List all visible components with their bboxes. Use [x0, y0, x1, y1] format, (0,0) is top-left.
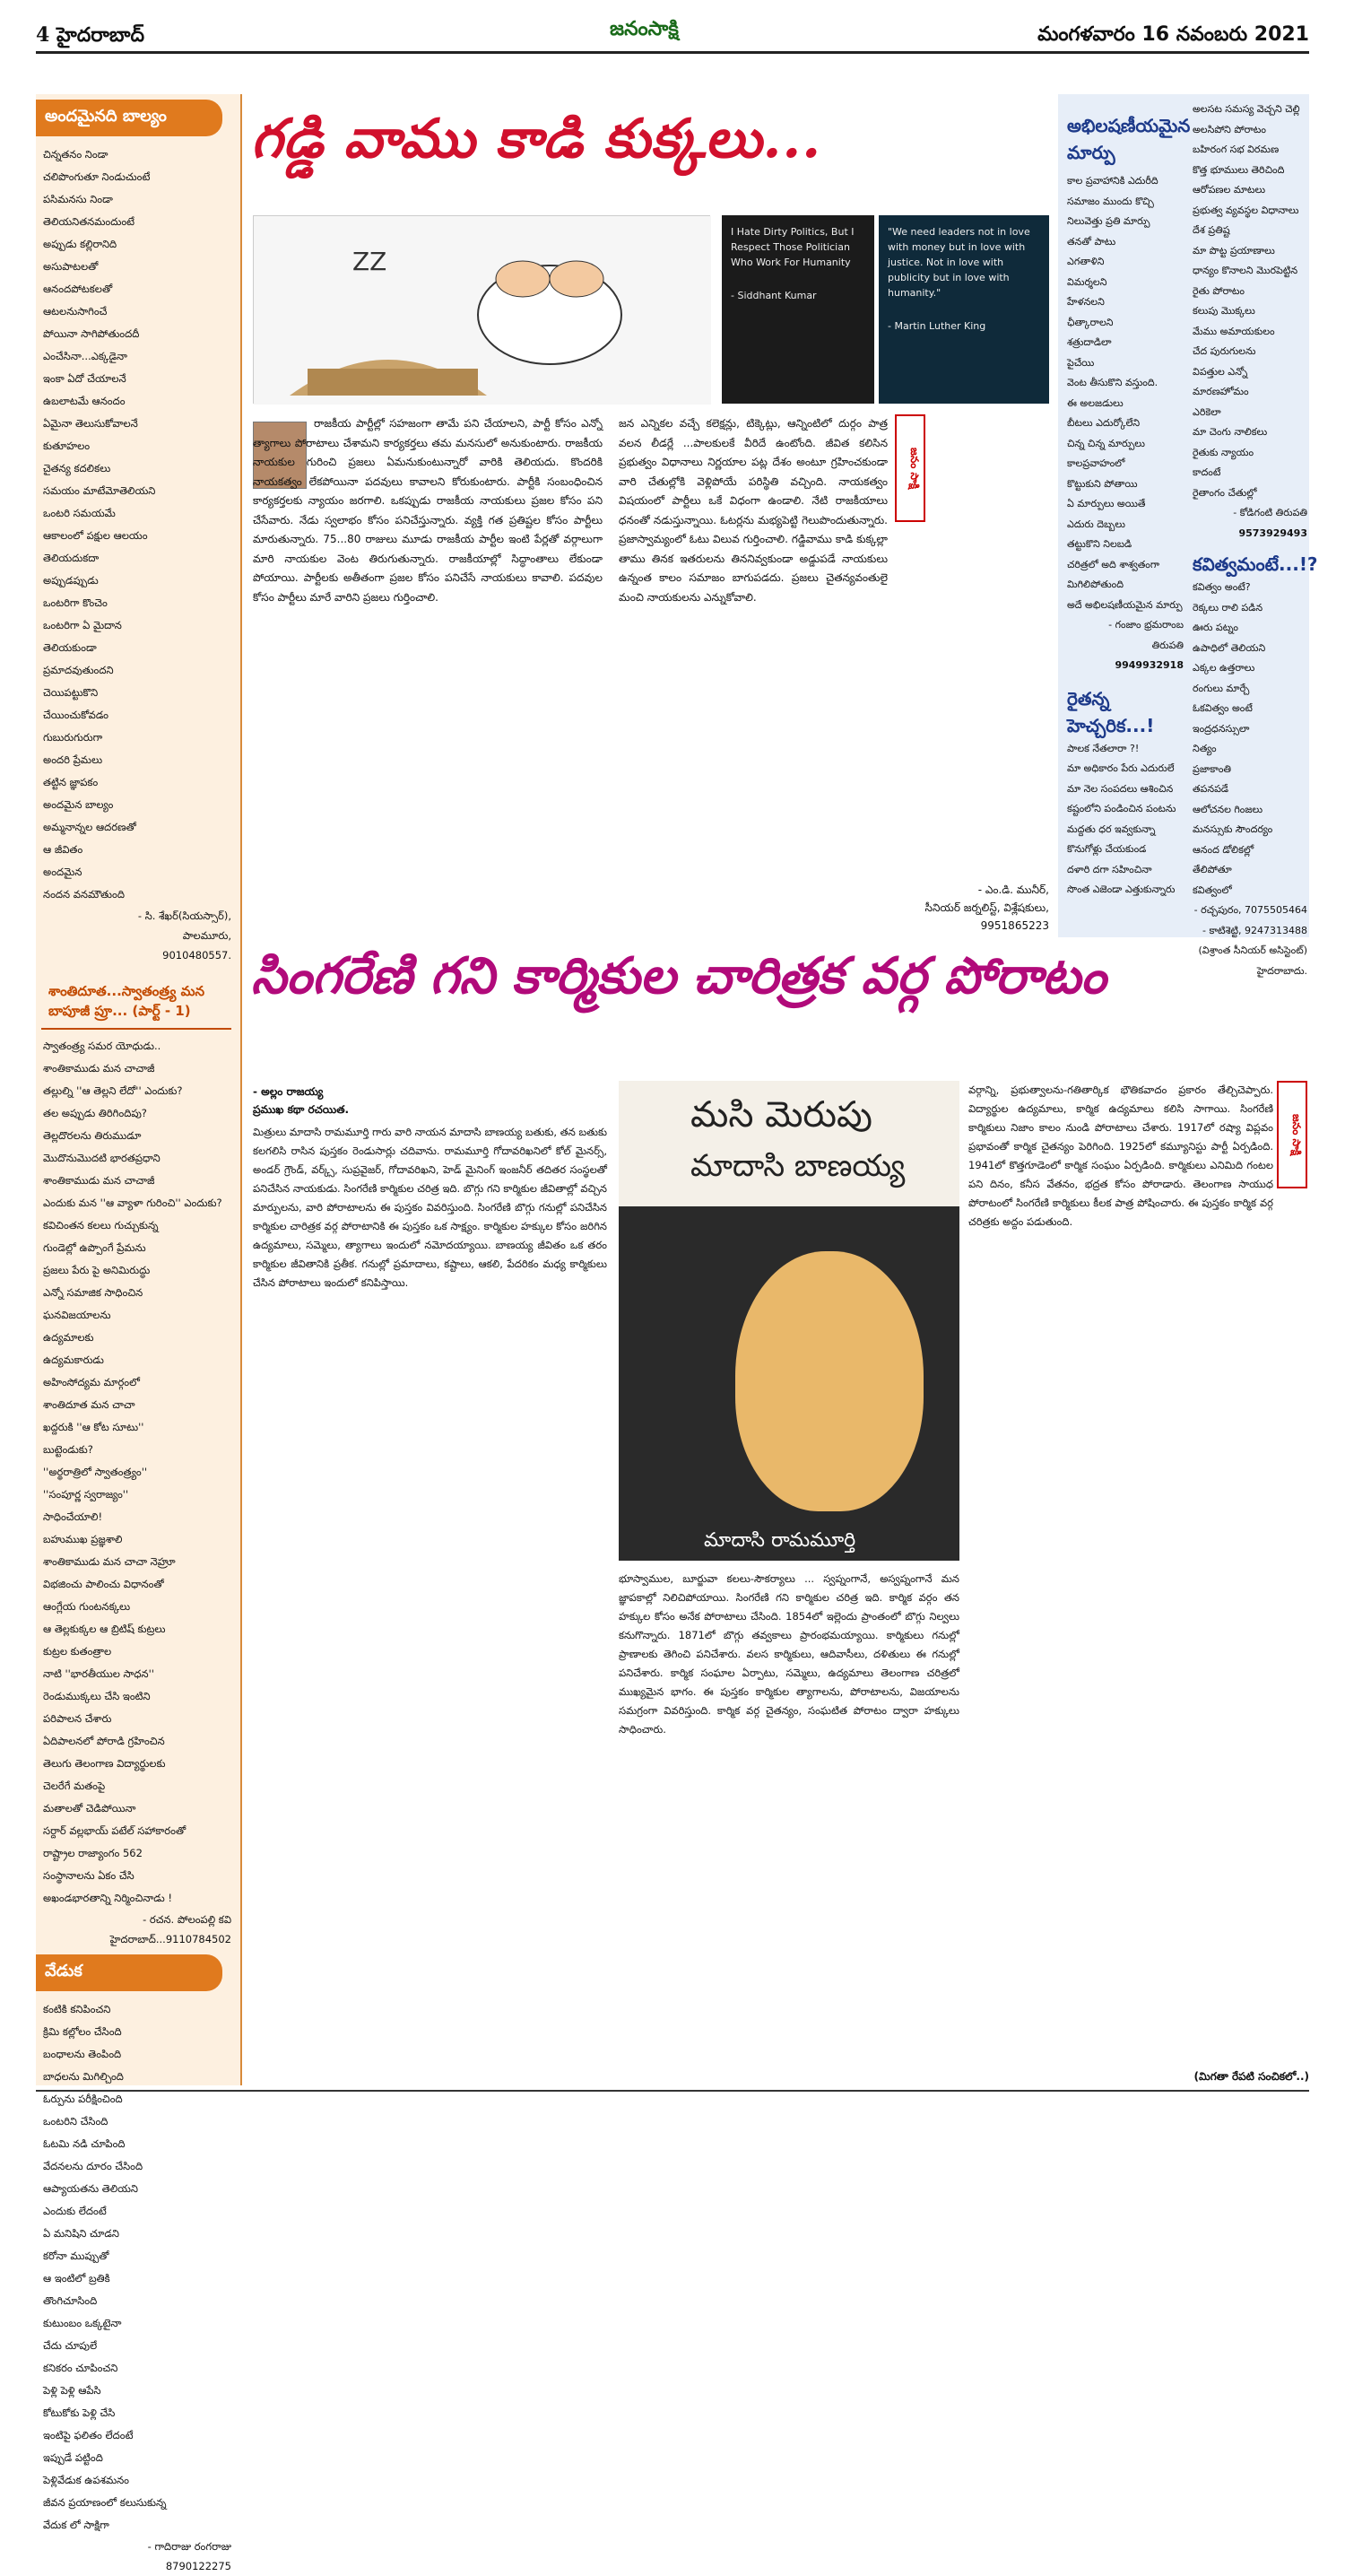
right-poem-2 [1067, 739, 1184, 901]
poem-line: ఆప్యాయతను తెలియని [43, 2182, 138, 2195]
poem-line: మద్దతు ధర ఇవ్వకున్నా [1067, 822, 1156, 835]
poem-line: చేదు చూపులే [43, 2339, 98, 2352]
poem-line: బహుముఖ ప్రజ్ఞశాలి [43, 1533, 123, 1545]
right-poem-3 [1193, 100, 1307, 503]
right-poem-1 [1067, 171, 1184, 615]
poem-line: వేదుక లో సాక్షిగా [43, 2519, 109, 2531]
section-tag-vertical-1: జనం సాక్షి [895, 414, 925, 522]
poem-line: ధాన్యం కొనాలని మొరపెట్టిన [1193, 265, 1298, 276]
poem-1-author: - సి. శేఖర్(సియస్సార్), [137, 909, 231, 922]
poem-line: అందరి ప్రేమలు [43, 753, 103, 766]
cartoon-parliament-image [253, 215, 710, 404]
poem-line: ఎదురు దెబ్బలు [1067, 518, 1125, 530]
poem-line: తల్లుల్ని ''ఆ తెల్లని లేదో'' ఎందుకు? [43, 1084, 183, 1097]
poem-line: నందన వనమౌతుంది [43, 888, 125, 901]
poem-line: ఎగతాళిని [1067, 256, 1105, 267]
poem-line: కవిత్వంలో [1193, 883, 1232, 896]
right-poem-4-place: హైదరాబాదు. [1256, 964, 1307, 977]
poem-line: ఛీత్కారాలని [1067, 316, 1114, 328]
poem-line: బంధాలను తెంపింది [43, 2048, 122, 2060]
poem-line: కవిచింతన కలలు గుచ్చుకున్న [43, 1219, 159, 1231]
poem-line: ఏదిపాలనలో పోరాడి గ్రహించిన [43, 1735, 165, 1747]
poem-line: ఎందుకు మన ''ఆ వ్యాళా గురించి'' ఎందుకు? [43, 1197, 222, 1209]
poem-line: దేశ ప్రతిష్ట [1193, 224, 1230, 236]
right-title-2: రైతన్న హెచ్చరిక...! [1067, 687, 1155, 736]
poem-line: ఓటమి నడి చూపింది [43, 2137, 126, 2150]
poem-line: కుట్రల కుతంత్రాల [43, 1645, 112, 1658]
poem-line: కాల ప్రవాహానికి ఎదురీది [1067, 175, 1158, 187]
poem-line: కుటుంబం ఒక్కటైనా [43, 2317, 122, 2329]
masthead-logo: జనంసాక్షి [610, 18, 679, 40]
portrait-illustration-icon [735, 1251, 924, 1511]
book-title: మసి మెరుపు [690, 1094, 872, 1136]
poem-line: ఉపాధిలో తెలియని [1193, 641, 1266, 654]
poem-line: ప్రజాకాంతి [1193, 762, 1231, 775]
poem-2-phone: హైదరాబాద్...9110784502 [109, 1933, 231, 1945]
article-1-headline: గడ్డి వాము కాడి కుక్కలు... [251, 108, 822, 170]
poem-line: ఖద్దరుకి ''ఆ కోట సూటు'' [43, 1421, 144, 1433]
sidebar-poems [36, 94, 242, 2572]
poem-line: కవిత్వం అంటే? [1193, 581, 1251, 593]
article-2-column-3: వర్గాన్ని, ప్రభుత్వాలను-గతితార్కిక భౌతికవాదం ప్రకారం తేల్చిచెప్పారు. విద్యార్థుల ఉద్యమాలు, కార్మిక ఉద్యమాలు కలిసి సాగాయి. సింగరేణి కార్మికులు నిజాం కాలం నుండి పోరాటాలు చేశారు. 1917లో రష్యా విప్లవం ప్రభావంతో కార్మిక చైతన్యం పెరిగింది. 1925లో కమ్యూనిస్టు పార్టీ ఏర్పడింది. 1941లో కొత్తగూడెంలో కార్మిక సంఘం ఏర్పడింది. కార్మికులు ఎనిమిది గంటల పని దినం, కనీస వేతనం, భద్రత కోసం పోరాడారు. తెలంగాణ సాయుధ పోరాటంలో సింగరేణి కార్మికులు కీలక పాత్ర పోషించారు. ఈ పుస్తకం కార్మిక వర్గ చరిత్రకు అద్దం పడుతుంది. [968, 1083, 1273, 1228]
poem-line: సాధించేయాలి! [43, 1510, 103, 1523]
poem-line: మా అధికారం పేరు ఎదురులే [1067, 762, 1175, 774]
poem-line: సొంత ఎజెండా ఎత్తుకున్నారు [1067, 883, 1176, 895]
poem-line: ఎరికెలా [1193, 405, 1221, 418]
poem-line: చరిత్రలో అది శాశ్వతంగా [1067, 558, 1160, 570]
article-1-column-1: రాజకీయ పార్టీల్లో సహజంగా తామే పని చేయాలని, పార్టీ కోసం ఎన్నో త్యాగాలు పోరాటాలు చేశామని కార్యకర్తలు తమ మనసులో అనుకుంటారు. రాజకీయ నాయకుల గురించి ప్రజలు ఏమనుకుంటున్నారో వారికి తెలియదు. కొందరికి నాయకత్వం లేకపోయినా పదవులు కావాలని కోరుకుంటారు. పార్టీకి సంబంధించిన కార్యకర్తలకు న్యాయం జరగాలి. ఒకప్పుడు రాజకీయ నాయకులు ప్రజల కోసం పని చేసేవారు. నేడు స్వలాభం కోసం పనిచేస్తున్నారు. వ్యక్తి గత ప్రతిష్టల కోసం పార్టీలు మారుతున్నారు. 75...80 రాజులు మూడు రాజకీయ పార్టీల ఇంటి పేర్లతో వర్గాలుగా మారి నాయకుల వెంట తిరుగుతున్నారు. రాజకీయాల్లో సిద్ధాంతాలు లేకుండా పోయాయి. పార్టీలకు అతీతంగా ప్రజల కోసం పనిచేసే నాయకులు కావాలి. పదవుల కోసం పార్టీలు మారే వారిని ప్రజలు గుర్తించాలి. [253, 417, 603, 604]
poem-line: కలుపు మొక్కలు [1193, 305, 1255, 317]
right-poem-3-phone: 9573929493 [1238, 527, 1307, 539]
poem-line: కొట్టుకుని పోతాయి [1067, 477, 1138, 490]
poem-line: గుండెల్లో ఉప్పొంగే ప్రేమను [43, 1241, 146, 1254]
poem-line: మనస్సుకు సౌందర్యం [1193, 823, 1273, 835]
poem-line: పసిమనసు నిండా [43, 193, 113, 205]
page-footer-rule [36, 2090, 1309, 2092]
poem-line: ప్రభుత్వ వ్యవస్థల విధానాలు [1193, 204, 1299, 216]
poem-line: మారణహోమం [1193, 386, 1249, 397]
poem-line: శాంతికాముడు మన చాచాజీ [43, 1062, 155, 1075]
poem-line: ప్రజలు పేరు పై అనిమిరుద్ధు [43, 1264, 151, 1276]
sidebar-title-1: అందమైనది బాల్యం [36, 100, 222, 136]
poem-line: తెలుగు తెలంగాణ విద్యార్థులకు [43, 1757, 166, 1770]
poem-line: రెక్కలు రాలి పడిన [1193, 601, 1263, 614]
right-title-1: అభిలషణీయమైన మార్పు [1067, 115, 1191, 163]
poem-line: సమయం మాటేమోతెలియని [43, 484, 156, 497]
right-poem-4-author-2: - కాటిశెట్టి, 9247313488 [1202, 924, 1307, 936]
quote-1-author: - Siddhant Kumar [731, 290, 817, 301]
right-poem-4-author-note: (విశ్రాంత సీనియర్ అసిస్టెంట్) [1198, 944, 1307, 956]
poem-line: అసుపాటలతో [43, 260, 99, 273]
poem-line: తపనపడే [1193, 783, 1229, 795]
poem-line: మా నెల సంపదలు ఆశించిన [1067, 782, 1174, 795]
poem-line: దళారి దగా సహించినా [1067, 863, 1152, 875]
poem-line: రైతాంగం చేతుల్లో [1193, 486, 1257, 499]
poem-line: రైతు పోరాటం [1193, 284, 1245, 297]
poem-line: అమ్మనాన్నల ఆదరణతో [43, 821, 136, 833]
poem-line: ఏమైనా తెలుసుకోవాలనే [43, 417, 138, 430]
poem-line: శత్రుదాడిలా [1067, 336, 1112, 348]
poem-line: ఒంటరి సమయమే [43, 507, 116, 519]
quote-photo-1 [722, 215, 874, 404]
quote-2-text: "We need leaders not in love with money but in love with justice. Not in love with publicity but in love with humanity." [888, 226, 1030, 299]
page-header [36, 18, 1309, 54]
poem-line: ఆ తెల్లకుక్కల ఆ బ్రిటిష్ కుట్రలు [43, 1623, 166, 1635]
poem-line: ఉబలాటమే ఆనందం [43, 395, 126, 407]
poem-line: ఉద్యమకారుడు [43, 1353, 104, 1366]
poem-line: అప్పుడప్పుడు [43, 574, 99, 587]
poem-line: ''అర్థరాత్రిలో స్వాతంత్ర్యం'' [43, 1466, 148, 1478]
poem-line: ''సంపూర్ణ స్వరాజ్యం'' [43, 1488, 129, 1501]
poem-line: తొంగిచూసింది [43, 2294, 98, 2307]
right-title-3: కవిత్వమంటే...!? [1193, 553, 1318, 575]
poem-line: తట్టిన జ్ఞాపకం [43, 776, 99, 788]
poem-line: చిన్న చిన్న మార్పులు [1067, 437, 1145, 449]
sidebar-title-3: వేడుక [36, 1954, 222, 1991]
poem-line: రంగులు మార్చే [1193, 682, 1250, 694]
poem-line: శాంతిదూత మన చాచా [43, 1398, 135, 1411]
poem-line: ఆనంద డోలికల్లో [1193, 843, 1254, 856]
poem-line: చలిపొంగుతూ నిండుచుంటే [43, 170, 151, 183]
sidebar-poem-2 [36, 1035, 240, 1910]
poem-line: కుతూహలం [43, 439, 91, 452]
poem-line: మిగిలిపోతుంది [1067, 579, 1124, 590]
article-1-column-2: జన ఎన్నికల వచ్చే కలెక్షన్లు, టిక్కెట్లు, ఆన్నింటిలో దుర్గం పాత్ర వలన లీడర్లే ...పాలకులకే వీరిదే ఉంటోంది. జీవిత కలిసిన ప్రభుత్వం విధానాలు నిర్ణయాల పట్ల దేశం అంటూ గ్రహించకుండా వారి చేతుల్లోకి వెళ్లిపోయే పరిస్థితి వచ్చింది. నాయకత్వం విషయంలో పార్టీలు ఒకే విధంగా ఉండాలి. నేటి రాజకీయాలు ధనంతో నడుస్తున్నాయి. ఓటర్లను మభ్యపెట్టి గెలుపొందుతున్నారు. ప్రజాస్వామ్యంలో ఓటు విలువ గుర్తించాలి. గడ్డివాము కాడి కుక్కల్లా తాము తినక ఇతరులను తిననివ్వకుండా అడ్డుపడే నాయకులు ఉన్నంత కాలం సమాజం బాగుపడదు. ప్రజలు చైతన్యవంతులై మంచి నాయకులను ఎన్నుకోవాలి. [619, 417, 888, 604]
poem-line: అలసట సమస్య వెచ్చని చెల్లి [1193, 103, 1300, 115]
poem-line: పైచేయి [1067, 356, 1095, 369]
poem-line: అహింసోద్యమ మార్గంలో [43, 1376, 140, 1388]
poem-line: ఎందుకు లేదంటే [43, 2205, 107, 2217]
quote-photo-2 [879, 215, 1049, 404]
poem-line: ఒంటరిగా ఏ మైదాన [43, 619, 122, 631]
poem-line: అదే అభిలషణీయమైన మార్పు [1067, 598, 1183, 611]
poem-line: ఆ ఇంటిలో బ్రతికి [43, 2272, 110, 2284]
poem-line: నిత్యం [1193, 743, 1217, 754]
poem-line: ఒంటరిగా కొంచెం [43, 596, 108, 609]
poem-line: నాటి ''భారతీయుల సాధన'' [43, 1667, 154, 1680]
poem-line: అప్పుడు కల్లిరానిది [43, 238, 117, 250]
article-1-phone: 9951865223 [980, 919, 1049, 932]
poem-line: విమర్శలని [1067, 275, 1107, 288]
poem-line: అందమైన బాల్యం [43, 798, 114, 811]
poem-line: తెలియనితనమందుంటే [43, 215, 135, 228]
poem-line: కనికరం చూపించని [43, 2362, 118, 2374]
poem-line: తెలియకుండా [43, 641, 97, 654]
section-tag-vertical-2: జనం సాక్షి [1277, 1081, 1307, 1188]
poem-line: రెండుముక్కలు చేసి ఇంటిని [43, 1690, 151, 1702]
poem-line: గుబురుగురుగా [43, 731, 103, 744]
poem-line: ఓర్పును పరీక్షించింది [43, 2093, 123, 2105]
poem-line: కంటికి కనిపించని [43, 2003, 111, 2015]
poem-line: తనతో పాటు [1067, 235, 1116, 248]
poem-line: చిన్నతనం నిండా [43, 148, 108, 161]
sidebar-poem-1 [36, 144, 240, 906]
poem-line: బీటలు ఎదుర్కోలేని [1067, 417, 1141, 429]
poem-line: ఇంద్రధనస్సులా [1193, 722, 1250, 735]
poem-line: తట్టుకొని నిలబడి [1067, 538, 1132, 550]
poem-line: చేయించుకోవడం [43, 709, 109, 721]
poem-line: పెళ్లివేడుక ఉపశమనం [43, 2474, 130, 2486]
poem-line: బహిరంగ సభ విరమణ [1193, 144, 1280, 155]
poem-line: మా చెంగు నాలికలు [1193, 426, 1268, 438]
poem-line: సమాజం ముందు కొచ్చి [1067, 195, 1154, 207]
right-poem-3-author: - కోడిగంటి తిరుపతి [1233, 507, 1307, 518]
poem-line: వెంట తీసుకొని వస్తుంది. [1067, 377, 1158, 388]
poem-1-phone: 9010480557. [162, 949, 231, 962]
poem-line: ఇంకా ఏదో చేయాలనే [43, 372, 126, 385]
poem-line: చెలరేగే మతంపై [43, 1780, 106, 1792]
poem-line: శాంతికాముడు మన చాచా నెహ్రూ [43, 1555, 176, 1568]
poem-line: కోటుకోకు పెళ్లి చేసి [43, 2406, 116, 2419]
article-2-column-1: మిత్రులు మాదాసి రామమూర్తి గారు వారి నాయన మాదాసి బాణయ్య బతుకు, తన బతుకు కలగలిసి రాసిన పుస్తకం రెండుసార్లు చదివాను. రామమూర్తి గోదావరిఖనిలో కోల్ మైనర్స్, అండర్ గ్రౌండ్, వర్క్స్, సుప్రవైజర్, గోదావరిఖని, హెడ్ మైనింగ్ ఇంజనీర్ తదితర సంస్థలతో పనిచేసిన నాయకుడు. సింగరేణి కార్మికుల చరిత్ర ఇది. బొగ్గు గని కార్మికుల జీవితాల్లో వచ్చిన మార్పులను, వారి పోరాటాలను ఈ పుస్తకం వివరిస్తుంది. సింగరేణి బొగ్గు గనుల్లో పనిచేసిన కార్మికుల చారిత్రక వర్గ పోరాటానికి ఈ పుస్తకం ఒక సాక్ష్యం. కార్మికుల హక్కుల కోసం జరిగిన ఉద్యమాలు, సమ్మెలు, త్యాగాలు ఇందులో నమోదయ్యాయి. బాణయ్య జీవితం ఒక తరం కార్మికుల జీవితానికి ప్రతీక. గనుల్లో ప్రమాదాలు, కష్టాలు, ఆకలి, పేదరికం మధ్య కార్మికులు చేసిన పోరాటాలు ఇందులో కనిపిస్తాయి. [253, 1126, 607, 1289]
poem-line: సర్దార్ వల్లభాయ్ పటేల్ సహాకారంతో [43, 1824, 187, 1837]
page-number-city: 4 హైదరాబాద్ [36, 23, 144, 47]
quote-2-author: - Martin Luther King [888, 320, 986, 332]
right-poem-1-phone: 9949932918 [1115, 659, 1184, 671]
article-2-byline-title: ప్రముఖ కథా రచయిత. [253, 1103, 350, 1116]
poem-line: స్వాతంత్ర్య సమర యోధుడు.. [43, 1040, 161, 1052]
poem-line: నిలువెత్తు ప్రతి మార్పు [1067, 215, 1150, 227]
poem-line: ఆనందపోటకలతో [43, 283, 113, 295]
article-2-byline: - అల్లం రాజయ్య [253, 1085, 324, 1098]
book-cover-image [619, 1081, 959, 1561]
svg-text:ZZ: ZZ [352, 247, 387, 276]
poem-line: వేదనలను దూరం చేసింది [43, 2160, 143, 2172]
poem-3-phone: 8790122275 [165, 2560, 231, 2572]
issue-date: మంగళవారం 16 నవంబరు 2021 [1037, 23, 1309, 46]
poem-line: రైతుకు న్యాయం [1193, 446, 1254, 458]
poem-line: మేము అమాయకులం [1193, 325, 1275, 337]
poem-2-author: - రచన. పోలంపల్లి కవి [143, 1913, 231, 1926]
poem-line: రాష్ట్రాల రాజ్యాంగం 562 [43, 1847, 143, 1859]
poem-line: బుట్టెండుకు? [43, 1443, 93, 1456]
quote-1-text: I Hate Dirty Politics, But I Respect Those Politician Who Work For Humanity [731, 226, 855, 268]
poem-line: ఇప్పుడే పట్టింది [43, 2451, 103, 2464]
poem-line: విభజించు పాలించు విధానంతో [43, 1578, 164, 1590]
poem-line: ఆకాలంలో పక్షుల ఆలయం [43, 529, 148, 542]
poem-line: ఉద్యమాలకు [43, 1331, 94, 1344]
poem-line: పెళ్లి పెళ్లి ఆపేసి [43, 2384, 101, 2397]
article-1-author-title: సీనియర్ జర్నలిస్ట్, విశ్లేషకులు, [924, 901, 1049, 914]
poem-line: తేలిపోతూ [1193, 864, 1232, 875]
poem-line: చేద పురుగులను [1193, 345, 1256, 357]
sidebar-title-2: శాంతిదూత...స్వాతంత్ర్య మన బాపూజీ ప్రూ... (పార్ట్ - 1) [41, 978, 231, 1030]
poem-line: ఎన్నో సమాజిక సాధించిన [43, 1286, 143, 1299]
poem-line: కొత్త భూములు తెరిచింది [1193, 163, 1285, 176]
right-poem-1-author: - గంజాం భ్రమరాంబ [1108, 619, 1184, 631]
poem-line: కొనుగోళ్లు చేయకుండ [1067, 843, 1147, 855]
poem-line: పరిపాలన చేశారు [43, 1712, 112, 1725]
poem-line: ఈ అలజడులు [1067, 396, 1124, 409]
right-poem-1-place: తిరుపతి [1151, 639, 1184, 651]
poem-line: ఆలోచనల గింజలు [1193, 803, 1263, 815]
parliament-cartoon-icon [254, 216, 711, 405]
right-poem-4-author-1: - రచ్చపురం, 7075505464 [1193, 904, 1307, 916]
poem-line: జీవన ప్రయాణంలో కలుసుకున్న [43, 2496, 167, 2509]
poem-line: మతాలతో చెడిపోయినా [43, 1802, 136, 1815]
poem-line: తెలియదుకదా [43, 552, 100, 564]
poem-line: హేళనలని [1067, 296, 1105, 308]
poem-line: ఇంటిపై ఫలితం లేదంటే [43, 2429, 134, 2441]
poem-line: ప్రమాదవుతుందని [43, 664, 114, 676]
poem-line: చైతన్య కదలికలు [43, 462, 111, 474]
poem-line: ఆరోపణల మాటలు [1193, 184, 1266, 196]
poem-line: శాంతికాముడు మన చాచాజీ [43, 1174, 155, 1187]
poem-line: ఏ మార్పులు అయితే [1067, 498, 1146, 509]
poem-line: ఓకవిత్వం అంటే [1193, 702, 1253, 714]
poem-line: ఆటలనుసాగించే [43, 305, 108, 318]
poem-line: సంస్థానాలను ఏకం చేసి [43, 1869, 134, 1882]
right-poems-left [1067, 94, 1191, 901]
poem-line: కరోనా ముప్పుతో [43, 2250, 109, 2262]
poem-line: ఊరు పట్నం [1193, 622, 1238, 633]
poem-line: కాదంటే [1193, 466, 1221, 478]
poem-line: కష్టంలోని పండించిన పంటను [1067, 803, 1176, 814]
right-poems-box [1058, 94, 1318, 977]
poem-3-author: - గాదిరాజు రంగరాజు [147, 2540, 231, 2553]
poem-line: విపత్తుల ఎన్నో [1193, 365, 1248, 378]
poem-line: పోయినా సాగిపోతుందదీ [43, 327, 140, 340]
article-2-headline: సింగరేణి గని కార్మికుల చారిత్రక వర్గ పోరాటం [251, 946, 1106, 1005]
poem-line: ఒంటరిని చేసింది [43, 2115, 108, 2128]
poem-line: అఖండభారతాన్ని నిర్మించినాడు ! [43, 1892, 173, 1904]
poem-line: తెల్లదొరలను తిరుముడూ [43, 1129, 142, 1142]
poem-line: ఎంచేసినా...ఎక్కడైనా [43, 350, 127, 362]
article-1-author: - ఎం.డి. మునీర్, [977, 883, 1049, 896]
right-poem-4 [1193, 578, 1307, 901]
book-author: మాదాసి రామమూర్తి [704, 1529, 856, 1552]
poem-line: బాధలను మిగిల్చింది [43, 2070, 124, 2083]
poem-line: కాలప్రవాహంలో [1067, 457, 1125, 469]
poem-line: అలసిపోని పోరాటం [1193, 123, 1266, 135]
book-subtitle: మాదాసి బాణయ్య [690, 1148, 906, 1184]
article-2-continued-note: (మిగతా రేపటి సంచికలో..) [1193, 2070, 1309, 2083]
poem-line: ఏ మనిషిని చూడని [43, 2227, 120, 2240]
poem-line: మా పొట్ట ప్రయాణాలు [1193, 244, 1275, 257]
poem-line: ఆంగ్లేయ గుంటనక్కలు [43, 1600, 131, 1613]
poem-line: అందమైన [43, 866, 82, 878]
article-2-column-2: భూస్వాముల, బూర్జువా కలలు-సౌకర్యాలు ... స్వప్నంగానే, అస్వప్నంగానే మన జ్ఞాపకాల్లో నిలిచిపోయాయి. సింగరేణి గని కార్మికుల చరిత్ర ఇది. కార్మిక వర్గం తన హక్కుల కోసం అనేక పోరాటాలు చేసింది. 1854లో ఇల్లెందు ప్రాంతంలో బొగ్గు నిల్వలు కనుగొన్నారు. 1871లో బొగ్గు తవ్వకాలు ప్రారంభమయ్యాయి. కార్మికులు గనుల్లో ప్రాణాలకు తెగించి పనిచేశారు. వలస కార్మికులు, ఆదివాసీలు, దళితులు ఈ గనుల్లో పనిచేశారు. కార్మిక సంఘాల ఏర్పాటు, సమ్మెలు, ఉద్యమాలు తెలంగాణ చరిత్రలో ముఖ్యమైన భాగం. ఈ పుస్తకం కార్మికుల త్యాగాలను, పోరాటాలను, విజయాలను సమగ్రంగా వివరిస్తుంది. కార్మిక వర్గ చైతన్యం, సంఘటిత పోరాటం ద్వారా హక్కులు సాధించారు. [619, 1572, 959, 1736]
right-poems-right [1193, 94, 1318, 981]
poem-1-place: పాలమూరు, [182, 929, 231, 942]
poem-line: ఆ జీవితం [43, 843, 83, 856]
sidebar-poem-3 [36, 1998, 240, 2537]
poem-line: క్రిమి కల్లోలం చేసింది [43, 2025, 122, 2038]
poem-line: తల అప్పుడు తిరిగిందిపు? [43, 1107, 147, 1119]
poem-line: చెయిపట్టుకొని [43, 686, 99, 699]
poem-line: పాలక నేతలారా ?! [1067, 742, 1140, 754]
poem-line: ఘనవిజయాలను [43, 1309, 111, 1321]
poem-line: మొదొనుమొదటి భారతప్రధాని [43, 1152, 161, 1164]
poem-line: ఎక్కల ఉత్తరాలు [1193, 662, 1255, 674]
